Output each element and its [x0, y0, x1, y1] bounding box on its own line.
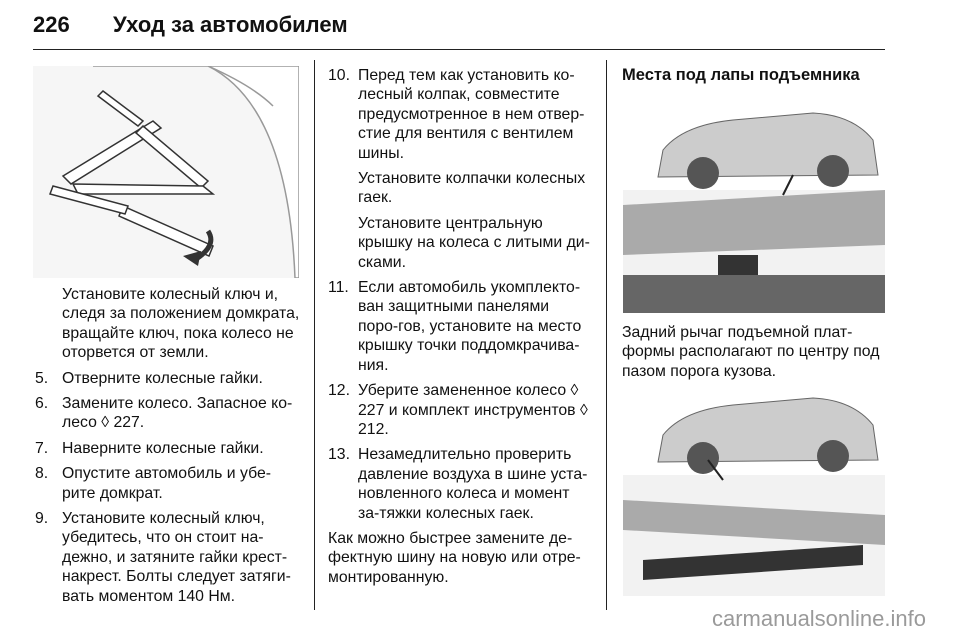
list-item [35, 464, 303, 503]
intro-paragraph: Установите колесный ключ и, следя за положением домкрата, вращайте ключ, пока колесо не оторвется от земли. [62, 286, 300, 362]
item-text: Замените колесо. Запасное ко-лесо ◊ 227. [62, 395, 293, 432]
outro-paragraph: Как можно быстрее замените де-фектную шину на новую или отре-монтированную. [328, 529, 581, 586]
page-title: Уход за автомобилем [113, 12, 348, 37]
caption: Задний рычаг подъемной плат-формы располагают по центру под пазом порога кузова. [622, 324, 880, 380]
item-text: Отверните колесные гайки. [62, 369, 263, 387]
lift-point-figure-front [623, 380, 885, 596]
list-item [35, 369, 303, 388]
item-number: 5. [35, 369, 49, 387]
column-1 [35, 285, 303, 612]
item-number: 9. [35, 510, 49, 528]
item-text: Наверните колесные гайки. [62, 439, 264, 457]
item-number: 13. [328, 446, 350, 464]
item-text: Если автомобиль укомплекто-ван защитными панелями поро-гов, установите на место крышку точки поддомкрачива-ния. [358, 279, 582, 374]
item-subtext: Установите колпачки колесных гаек. [358, 170, 586, 207]
list-item [328, 381, 592, 439]
item-number: 7. [35, 439, 49, 457]
item-subtext: Установите центральную крышку на колеса с литыми ди-сками. [358, 214, 590, 271]
list-item [35, 439, 303, 458]
section-heading: Места под лапы подъемника [622, 66, 860, 84]
item-number: 8. [35, 465, 49, 483]
item-text: Опустите автомобиль и убе-рите домкрат. [62, 465, 271, 502]
item-number: 12. [328, 382, 350, 400]
watermark: carmanualsonline.info [711, 606, 926, 631]
list-item [35, 509, 303, 606]
column-2 [328, 66, 592, 593]
list-item [35, 394, 303, 433]
page-number: 226 [33, 12, 70, 37]
list-item [328, 66, 592, 272]
page-header [33, 12, 885, 52]
item-number: 6. [35, 395, 49, 413]
item-number: 11. [328, 279, 349, 297]
item-text: Перед тем как установить ко-лесный колпак, совместите предусмотренное в нем отвер-стие для вентиля с вентилем шины. [358, 67, 585, 162]
lift-point-figure-rear [623, 95, 885, 313]
column-divider-2 [606, 60, 607, 610]
list-item [328, 445, 592, 523]
jack-illustration [33, 66, 299, 278]
column-divider-1 [314, 60, 315, 610]
item-text: Установите колесный ключ, убедитесь, что он стоит на-дежно, и затяните гайки крест-накрест. Болты следует затяги-вать моментом 140 Нм. [62, 510, 291, 605]
header-divider [33, 49, 885, 50]
list-item [328, 278, 592, 375]
item-text: Незамедлительно проверить давление воздуха в шине уста-новленного колеса и момент за-тяжки колесных гаек. [358, 446, 588, 522]
item-text: Уберите замененное колесо ◊ 227 и комплект инструментов ◊ 212. [358, 382, 588, 438]
item-number: 10. [328, 67, 350, 84]
